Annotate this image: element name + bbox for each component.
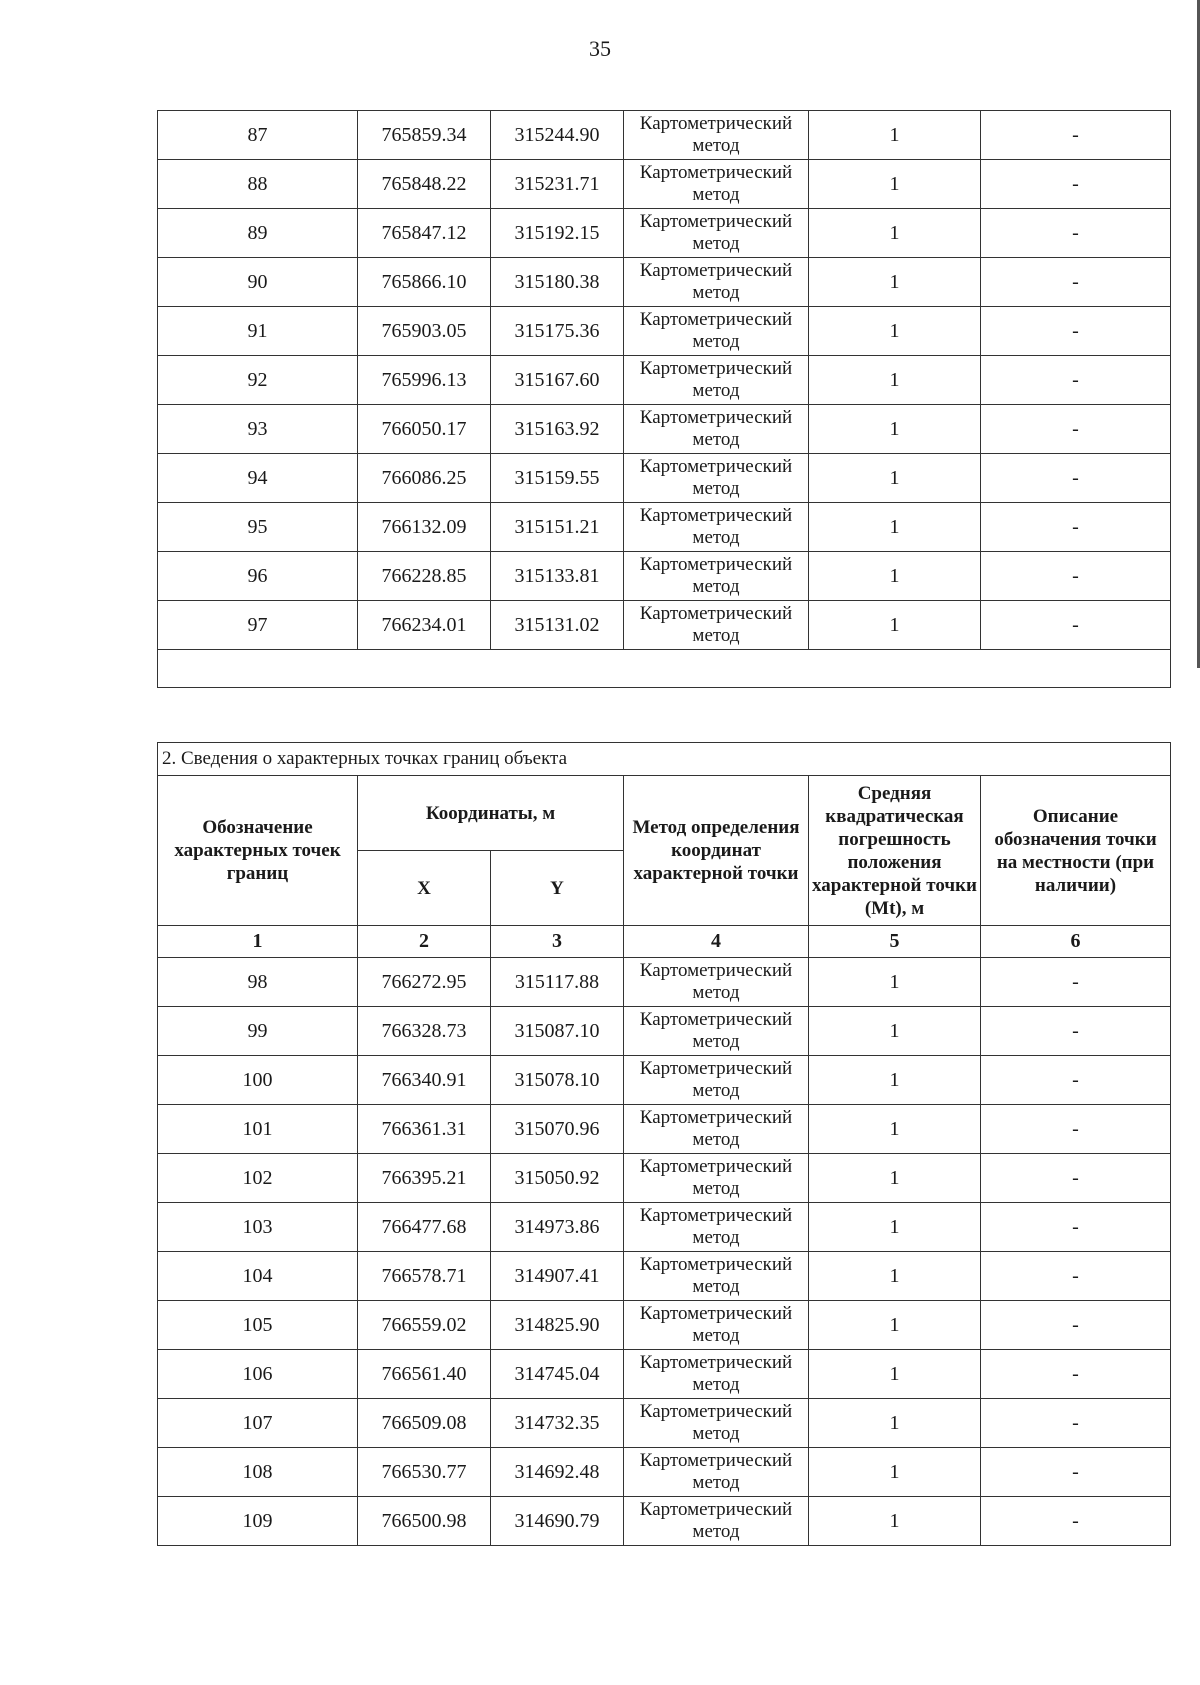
cell-mt: 1 bbox=[809, 160, 981, 209]
cell-point: 108 bbox=[158, 1448, 358, 1497]
cell-y: 315131.02 bbox=[491, 601, 624, 650]
cell-x: 765903.05 bbox=[358, 307, 491, 356]
header-description: Описание обозначения точки на местности (при наличии) bbox=[981, 776, 1171, 926]
cell-y: 315159.55 bbox=[491, 454, 624, 503]
cell-description: - bbox=[981, 601, 1171, 650]
cell-y: 315192.15 bbox=[491, 209, 624, 258]
table-row bbox=[158, 1252, 1171, 1301]
cell-x: 766228.85 bbox=[358, 552, 491, 601]
cell-method: Картометрический метод bbox=[624, 1252, 809, 1301]
cell-y: 314690.79 bbox=[491, 1497, 624, 1546]
cell-y: 315163.92 bbox=[491, 405, 624, 454]
boundary-points-table bbox=[157, 742, 1171, 1546]
column-number: 5 bbox=[809, 926, 981, 958]
cell-point: 89 bbox=[158, 209, 358, 258]
cell-x: 766050.17 bbox=[358, 405, 491, 454]
cell-method: Картометрический метод bbox=[624, 503, 809, 552]
cell-mt: 1 bbox=[809, 958, 981, 1007]
cell-mt: 1 bbox=[809, 111, 981, 160]
table-row bbox=[158, 1203, 1171, 1252]
cell-x: 766234.01 bbox=[358, 601, 491, 650]
cell-y: 315117.88 bbox=[491, 958, 624, 1007]
cell-description: - bbox=[981, 209, 1171, 258]
cell-point: 105 bbox=[158, 1301, 358, 1350]
cell-y: 314732.35 bbox=[491, 1399, 624, 1448]
cell-y: 315050.92 bbox=[491, 1154, 624, 1203]
table-row bbox=[158, 503, 1171, 552]
cell-point: 98 bbox=[158, 958, 358, 1007]
cell-y: 315175.36 bbox=[491, 307, 624, 356]
cell-description: - bbox=[981, 503, 1171, 552]
table-row bbox=[158, 1497, 1171, 1546]
cell-mt: 1 bbox=[809, 356, 981, 405]
header-coordinates: Координаты, м bbox=[358, 776, 624, 851]
table-row bbox=[158, 1350, 1171, 1399]
table-row bbox=[158, 1105, 1171, 1154]
table-row bbox=[158, 601, 1171, 650]
header-x: X bbox=[358, 851, 491, 926]
cell-description: - bbox=[981, 1448, 1171, 1497]
cell-point: 97 bbox=[158, 601, 358, 650]
header-mt: Средняя квадратическая погрешность положения характерной точки (Mt), м bbox=[809, 776, 981, 926]
cell-x: 765847.12 bbox=[358, 209, 491, 258]
cell-point: 92 bbox=[158, 356, 358, 405]
cell-y: 314973.86 bbox=[491, 1203, 624, 1252]
cell-method: Картометрический метод bbox=[624, 1007, 809, 1056]
cell-method: Картометрический метод bbox=[624, 405, 809, 454]
cell-description: - bbox=[981, 958, 1171, 1007]
table-row bbox=[158, 1301, 1171, 1350]
cell-mt: 1 bbox=[809, 1203, 981, 1252]
cell-method: Картометрический метод bbox=[624, 1203, 809, 1252]
cell-point: 93 bbox=[158, 405, 358, 454]
table-row bbox=[158, 1448, 1171, 1497]
cell-y: 315167.60 bbox=[491, 356, 624, 405]
cell-y: 315133.81 bbox=[491, 552, 624, 601]
cell-method: Картометрический метод bbox=[624, 1497, 809, 1546]
cell-x: 766132.09 bbox=[358, 503, 491, 552]
cell-x: 766509.08 bbox=[358, 1399, 491, 1448]
cell-y: 315087.10 bbox=[491, 1007, 624, 1056]
cell-x: 766328.73 bbox=[358, 1007, 491, 1056]
cell-description: - bbox=[981, 1252, 1171, 1301]
cell-description: - bbox=[981, 552, 1171, 601]
table-row bbox=[158, 405, 1171, 454]
cell-point: 99 bbox=[158, 1007, 358, 1056]
cell-point: 100 bbox=[158, 1056, 358, 1105]
cell-description: - bbox=[981, 307, 1171, 356]
cell-x: 765859.34 bbox=[358, 111, 491, 160]
cell-method: Картометрический метод bbox=[624, 356, 809, 405]
cell-point: 102 bbox=[158, 1154, 358, 1203]
cell-method: Картометрический метод bbox=[624, 1448, 809, 1497]
cell-mt: 1 bbox=[809, 601, 981, 650]
cell-mt: 1 bbox=[809, 1350, 981, 1399]
table-row bbox=[158, 111, 1171, 160]
cell-description: - bbox=[981, 111, 1171, 160]
cell-mt: 1 bbox=[809, 1497, 981, 1546]
cell-mt: 1 bbox=[809, 454, 981, 503]
cell-x: 766361.31 bbox=[358, 1105, 491, 1154]
table-row bbox=[158, 1154, 1171, 1203]
table-row bbox=[158, 209, 1171, 258]
cell-y: 315070.96 bbox=[491, 1105, 624, 1154]
cell-description: - bbox=[981, 1056, 1171, 1105]
cell-mt: 1 bbox=[809, 258, 981, 307]
table-row bbox=[158, 1399, 1171, 1448]
cell-method: Картометрический метод bbox=[624, 258, 809, 307]
cell-method: Картометрический метод bbox=[624, 1154, 809, 1203]
cell-mt: 1 bbox=[809, 1154, 981, 1203]
cell-description: - bbox=[981, 1154, 1171, 1203]
cell-x: 766272.95 bbox=[358, 958, 491, 1007]
cell-mt: 1 bbox=[809, 503, 981, 552]
cell-point: 103 bbox=[158, 1203, 358, 1252]
cell-x: 766340.91 bbox=[358, 1056, 491, 1105]
table-row bbox=[158, 1056, 1171, 1105]
column-number: 1 bbox=[158, 926, 358, 958]
cell-description: - bbox=[981, 1203, 1171, 1252]
cell-x: 766559.02 bbox=[358, 1301, 491, 1350]
cell-description: - bbox=[981, 1350, 1171, 1399]
cell-mt: 1 bbox=[809, 1007, 981, 1056]
empty-cell bbox=[158, 650, 1171, 688]
cell-method: Картометрический метод bbox=[624, 454, 809, 503]
empty-row bbox=[158, 650, 1171, 688]
cell-x: 766530.77 bbox=[358, 1448, 491, 1497]
cell-y: 315231.71 bbox=[491, 160, 624, 209]
coordinates-table-continued bbox=[157, 110, 1171, 688]
table-row bbox=[158, 552, 1171, 601]
cell-y: 314825.90 bbox=[491, 1301, 624, 1350]
cell-y: 315151.21 bbox=[491, 503, 624, 552]
cell-mt: 1 bbox=[809, 1105, 981, 1154]
column-number: 6 bbox=[981, 926, 1171, 958]
cell-x: 766477.68 bbox=[358, 1203, 491, 1252]
cell-mt: 1 bbox=[809, 307, 981, 356]
section-title: 2. Сведения о характерных точках границ объекта bbox=[158, 743, 1171, 776]
cell-x: 766395.21 bbox=[358, 1154, 491, 1203]
cell-method: Картометрический метод bbox=[624, 1301, 809, 1350]
cell-method: Картометрический метод bbox=[624, 209, 809, 258]
cell-mt: 1 bbox=[809, 405, 981, 454]
cell-x: 766500.98 bbox=[358, 1497, 491, 1546]
cell-mt: 1 bbox=[809, 209, 981, 258]
table-row bbox=[158, 258, 1171, 307]
table-row bbox=[158, 1007, 1171, 1056]
table-row bbox=[158, 958, 1171, 1007]
cell-point: 94 bbox=[158, 454, 358, 503]
header-method: Метод определения координат характерной точки bbox=[624, 776, 809, 926]
cell-mt: 1 bbox=[809, 1448, 981, 1497]
cell-method: Картометрический метод bbox=[624, 111, 809, 160]
cell-point: 95 bbox=[158, 503, 358, 552]
cell-method: Картометрический метод bbox=[624, 1350, 809, 1399]
cell-y: 314907.41 bbox=[491, 1252, 624, 1301]
cell-method: Картометрический метод bbox=[624, 1056, 809, 1105]
cell-y: 314692.48 bbox=[491, 1448, 624, 1497]
cell-description: - bbox=[981, 1007, 1171, 1056]
page-number: 35 bbox=[589, 36, 611, 61]
cell-method: Картометрический метод bbox=[624, 552, 809, 601]
cell-y: 314745.04 bbox=[491, 1350, 624, 1399]
cell-point: 87 bbox=[158, 111, 358, 160]
cell-x: 765996.13 bbox=[358, 356, 491, 405]
cell-point: 90 bbox=[158, 258, 358, 307]
cell-mt: 1 bbox=[809, 1301, 981, 1350]
cell-x: 766086.25 bbox=[358, 454, 491, 503]
cell-description: - bbox=[981, 160, 1171, 209]
cell-description: - bbox=[981, 1399, 1171, 1448]
cell-description: - bbox=[981, 1301, 1171, 1350]
cell-x: 765848.22 bbox=[358, 160, 491, 209]
cell-method: Картометрический метод bbox=[624, 160, 809, 209]
header-point-designation: Обозначение характерных точек границ bbox=[158, 776, 358, 926]
cell-mt: 1 bbox=[809, 1056, 981, 1105]
cell-point: 106 bbox=[158, 1350, 358, 1399]
table-row bbox=[158, 454, 1171, 503]
cell-point: 109 bbox=[158, 1497, 358, 1546]
cell-y: 315180.38 bbox=[491, 258, 624, 307]
cell-description: - bbox=[981, 405, 1171, 454]
cell-x: 766578.71 bbox=[358, 1252, 491, 1301]
cell-description: - bbox=[981, 454, 1171, 503]
cell-mt: 1 bbox=[809, 1252, 981, 1301]
cell-description: - bbox=[981, 1105, 1171, 1154]
cell-y: 315244.90 bbox=[491, 111, 624, 160]
cell-x: 766561.40 bbox=[358, 1350, 491, 1399]
cell-mt: 1 bbox=[809, 552, 981, 601]
cell-point: 101 bbox=[158, 1105, 358, 1154]
cell-point: 91 bbox=[158, 307, 358, 356]
cell-x: 765866.10 bbox=[358, 258, 491, 307]
table-row bbox=[158, 160, 1171, 209]
table-row bbox=[158, 356, 1171, 405]
cell-point: 96 bbox=[158, 552, 358, 601]
cell-method: Картометрический метод bbox=[624, 1399, 809, 1448]
cell-point: 107 bbox=[158, 1399, 358, 1448]
table-row bbox=[158, 307, 1171, 356]
cell-description: - bbox=[981, 258, 1171, 307]
cell-method: Картометрический метод bbox=[624, 1105, 809, 1154]
column-number: 3 bbox=[491, 926, 624, 958]
cell-y: 315078.10 bbox=[491, 1056, 624, 1105]
header-y: Y bbox=[491, 851, 624, 926]
cell-method: Картометрический метод bbox=[624, 601, 809, 650]
cell-method: Картометрический метод bbox=[624, 958, 809, 1007]
cell-description: - bbox=[981, 1497, 1171, 1546]
column-number: 2 bbox=[358, 926, 491, 958]
cell-description: - bbox=[981, 356, 1171, 405]
cell-point: 88 bbox=[158, 160, 358, 209]
cell-point: 104 bbox=[158, 1252, 358, 1301]
cell-mt: 1 bbox=[809, 1399, 981, 1448]
cell-method: Картометрический метод bbox=[624, 307, 809, 356]
column-number: 4 bbox=[624, 926, 809, 958]
